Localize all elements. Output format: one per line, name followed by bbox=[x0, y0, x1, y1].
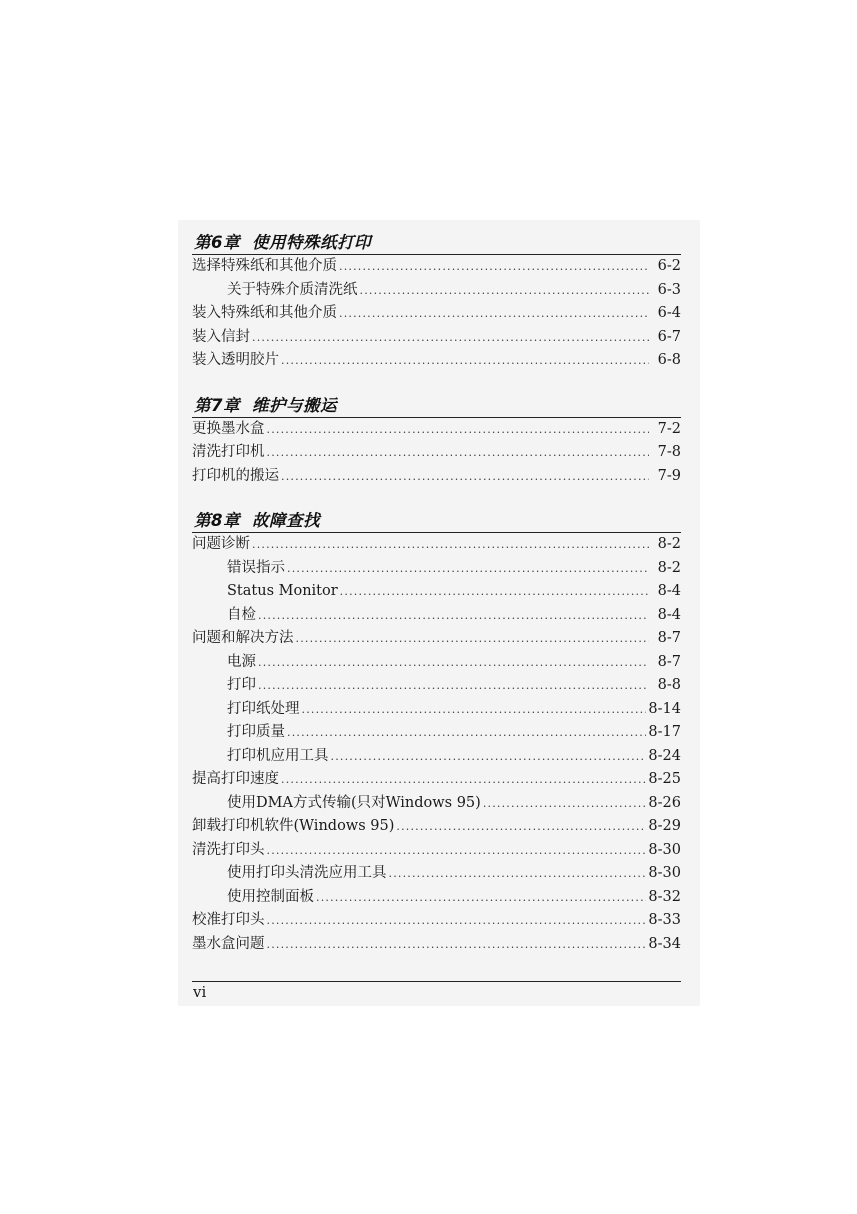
dot-leader bbox=[267, 933, 647, 957]
table-of-contents bbox=[192, 232, 681, 978]
toc-entry-page: 7-2 bbox=[657, 420, 681, 437]
chapter-section bbox=[192, 395, 681, 489]
toc-entry-label: 自检 bbox=[227, 606, 256, 623]
toc-entry[interactable] bbox=[192, 721, 681, 745]
toc-entry-page: 8-17 bbox=[648, 724, 681, 740]
toc-entry-label: 使用控制面板 bbox=[227, 888, 314, 905]
toc-entry-page: 7-8 bbox=[657, 444, 681, 460]
toc-entry[interactable] bbox=[192, 909, 681, 933]
toc-entry[interactable] bbox=[192, 862, 681, 886]
dot-leader bbox=[331, 745, 647, 769]
chapter-section bbox=[192, 232, 681, 373]
toc-entry-page: 6-4 bbox=[657, 305, 681, 321]
dot-leader bbox=[267, 909, 647, 933]
toc-entry[interactable] bbox=[192, 302, 681, 326]
toc-entry-page: 6-8 bbox=[657, 352, 681, 368]
dot-leader bbox=[339, 302, 649, 326]
dot-leader bbox=[287, 721, 646, 745]
dot-leader bbox=[287, 557, 649, 581]
toc-entry-page: 8-30 bbox=[648, 841, 681, 858]
toc-entry[interactable] bbox=[192, 674, 681, 698]
toc-entry-label: 卸载打印机软件(Windows 95) bbox=[192, 818, 395, 834]
toc-entry[interactable] bbox=[192, 604, 681, 628]
toc-entry[interactable] bbox=[192, 792, 681, 816]
toc-entry-page: 8-24 bbox=[648, 747, 681, 764]
toc-entry[interactable] bbox=[192, 933, 681, 957]
toc-entry-label: 使用打印头清洗应用工具 bbox=[227, 865, 387, 881]
toc-entry[interactable] bbox=[192, 557, 681, 581]
dot-leader bbox=[339, 255, 649, 279]
toc-entry-page: 8-8 bbox=[657, 677, 681, 693]
toc-entry-label: 墨水盒问题 bbox=[192, 935, 265, 952]
toc-entry[interactable] bbox=[192, 533, 681, 557]
toc-entry[interactable] bbox=[192, 279, 681, 303]
toc-entry-page: 8-2 bbox=[657, 559, 681, 576]
toc-entry[interactable] bbox=[192, 326, 681, 350]
chapter-entries bbox=[192, 255, 681, 373]
toc-entry-page: 8-7 bbox=[657, 653, 681, 670]
toc-entry[interactable] bbox=[192, 651, 681, 675]
toc-entry-label: 装入特殊纸和其他介质 bbox=[192, 305, 337, 321]
toc-entry-label: 问题和解决方法 bbox=[192, 630, 294, 646]
dot-leader bbox=[258, 674, 649, 698]
toc-entry[interactable] bbox=[192, 627, 681, 651]
toc-entry[interactable] bbox=[192, 418, 681, 442]
toc-entry-label: Status Monitor bbox=[227, 583, 338, 599]
dot-leader bbox=[252, 326, 649, 350]
dot-leader bbox=[340, 580, 649, 604]
toc-entry-label: 打印质量 bbox=[227, 724, 285, 740]
toc-entry-label: 更换墨水盒 bbox=[192, 420, 265, 437]
chapter-entries bbox=[192, 533, 681, 956]
chapter-number: 第7章 bbox=[194, 395, 240, 415]
chapter-number: 第6章 bbox=[194, 233, 240, 252]
toc-entry-label: 使用DMA方式传输(只对Windows 95) bbox=[227, 794, 481, 811]
footer-page-number: vi bbox=[193, 983, 207, 1001]
toc-entry[interactable] bbox=[192, 465, 681, 489]
toc-entry-page: 7-9 bbox=[657, 467, 681, 484]
chapter-title: 使用特殊纸打印 bbox=[251, 233, 371, 252]
toc-entry-page: 6-3 bbox=[657, 281, 681, 298]
toc-entry-page: 8-25 bbox=[648, 771, 681, 787]
toc-entry-label: 清洗打印机 bbox=[192, 444, 265, 460]
toc-entry[interactable] bbox=[192, 745, 681, 769]
toc-entry-label: 关于特殊介质清洗纸 bbox=[227, 281, 358, 298]
chapter-heading bbox=[192, 395, 681, 418]
chapter-entries bbox=[192, 418, 681, 489]
dot-leader bbox=[252, 533, 649, 557]
chapter-section bbox=[192, 510, 681, 956]
chapter-title: 维护与搬运 bbox=[251, 395, 337, 415]
footer-rule bbox=[192, 981, 681, 982]
dot-leader bbox=[316, 886, 646, 910]
toc-entry-page: 8-33 bbox=[648, 912, 681, 928]
chapter-title: 故障查找 bbox=[251, 511, 320, 530]
chapter-heading bbox=[192, 232, 681, 255]
dot-leader bbox=[281, 349, 649, 373]
toc-entry-page: 8-7 bbox=[657, 630, 681, 646]
toc-entry-page: 8-26 bbox=[648, 794, 681, 811]
toc-entry-label: 校准打印头 bbox=[192, 912, 265, 928]
toc-entry-label: 问题诊断 bbox=[192, 536, 250, 552]
toc-entry[interactable] bbox=[192, 815, 681, 839]
dot-leader bbox=[267, 441, 650, 465]
toc-entry-label: 错误指示 bbox=[227, 559, 285, 576]
toc-entry[interactable] bbox=[192, 255, 681, 279]
chapter-heading bbox=[192, 510, 681, 533]
toc-entry-label: 清洗打印头 bbox=[192, 841, 265, 858]
toc-entry-page: 8-14 bbox=[648, 700, 681, 717]
dot-leader bbox=[258, 651, 649, 675]
toc-entry[interactable] bbox=[192, 886, 681, 910]
toc-entry[interactable] bbox=[192, 580, 681, 604]
dot-leader bbox=[296, 627, 650, 651]
toc-entry-page: 8-2 bbox=[657, 536, 681, 552]
toc-entry-label: 装入透明胶片 bbox=[192, 352, 279, 368]
toc-entry-page: 6-7 bbox=[657, 328, 681, 345]
toc-entry-page: 8-34 bbox=[648, 935, 681, 952]
dot-leader bbox=[483, 792, 647, 816]
toc-entry-label: 打印 bbox=[227, 677, 256, 693]
dot-leader bbox=[267, 418, 650, 442]
toc-entry[interactable] bbox=[192, 441, 681, 465]
toc-entry-label: 装入信封 bbox=[192, 328, 250, 345]
toc-entry[interactable] bbox=[192, 349, 681, 373]
toc-entry-page: 8-29 bbox=[648, 818, 681, 834]
chapter-number: 第8章 bbox=[194, 511, 240, 530]
toc-entry-label: 电源 bbox=[227, 653, 256, 670]
toc-entry[interactable] bbox=[192, 839, 681, 863]
toc-entry-page: 6-2 bbox=[657, 258, 681, 274]
toc-entry-label: 打印机的搬运 bbox=[192, 467, 279, 484]
dot-leader bbox=[281, 768, 646, 792]
toc-entry-label: 提高打印速度 bbox=[192, 771, 279, 787]
toc-entry-label: 打印机应用工具 bbox=[227, 747, 329, 764]
dot-leader bbox=[302, 698, 647, 722]
toc-entry-page: 8-4 bbox=[657, 606, 681, 623]
toc-entry-label: 选择特殊纸和其他介质 bbox=[192, 258, 337, 274]
toc-entry-page: 8-32 bbox=[648, 888, 681, 905]
toc-entry[interactable] bbox=[192, 768, 681, 792]
toc-entry-page: 8-4 bbox=[657, 583, 681, 599]
dot-leader bbox=[258, 604, 649, 628]
toc-entry[interactable] bbox=[192, 698, 681, 722]
dot-leader bbox=[396, 815, 646, 839]
dot-leader bbox=[360, 279, 650, 303]
dot-leader bbox=[281, 465, 649, 489]
dot-leader bbox=[389, 862, 647, 886]
toc-entry-label: 打印纸处理 bbox=[227, 700, 300, 717]
toc-entry-page: 8-30 bbox=[648, 865, 681, 881]
dot-leader bbox=[267, 839, 647, 863]
